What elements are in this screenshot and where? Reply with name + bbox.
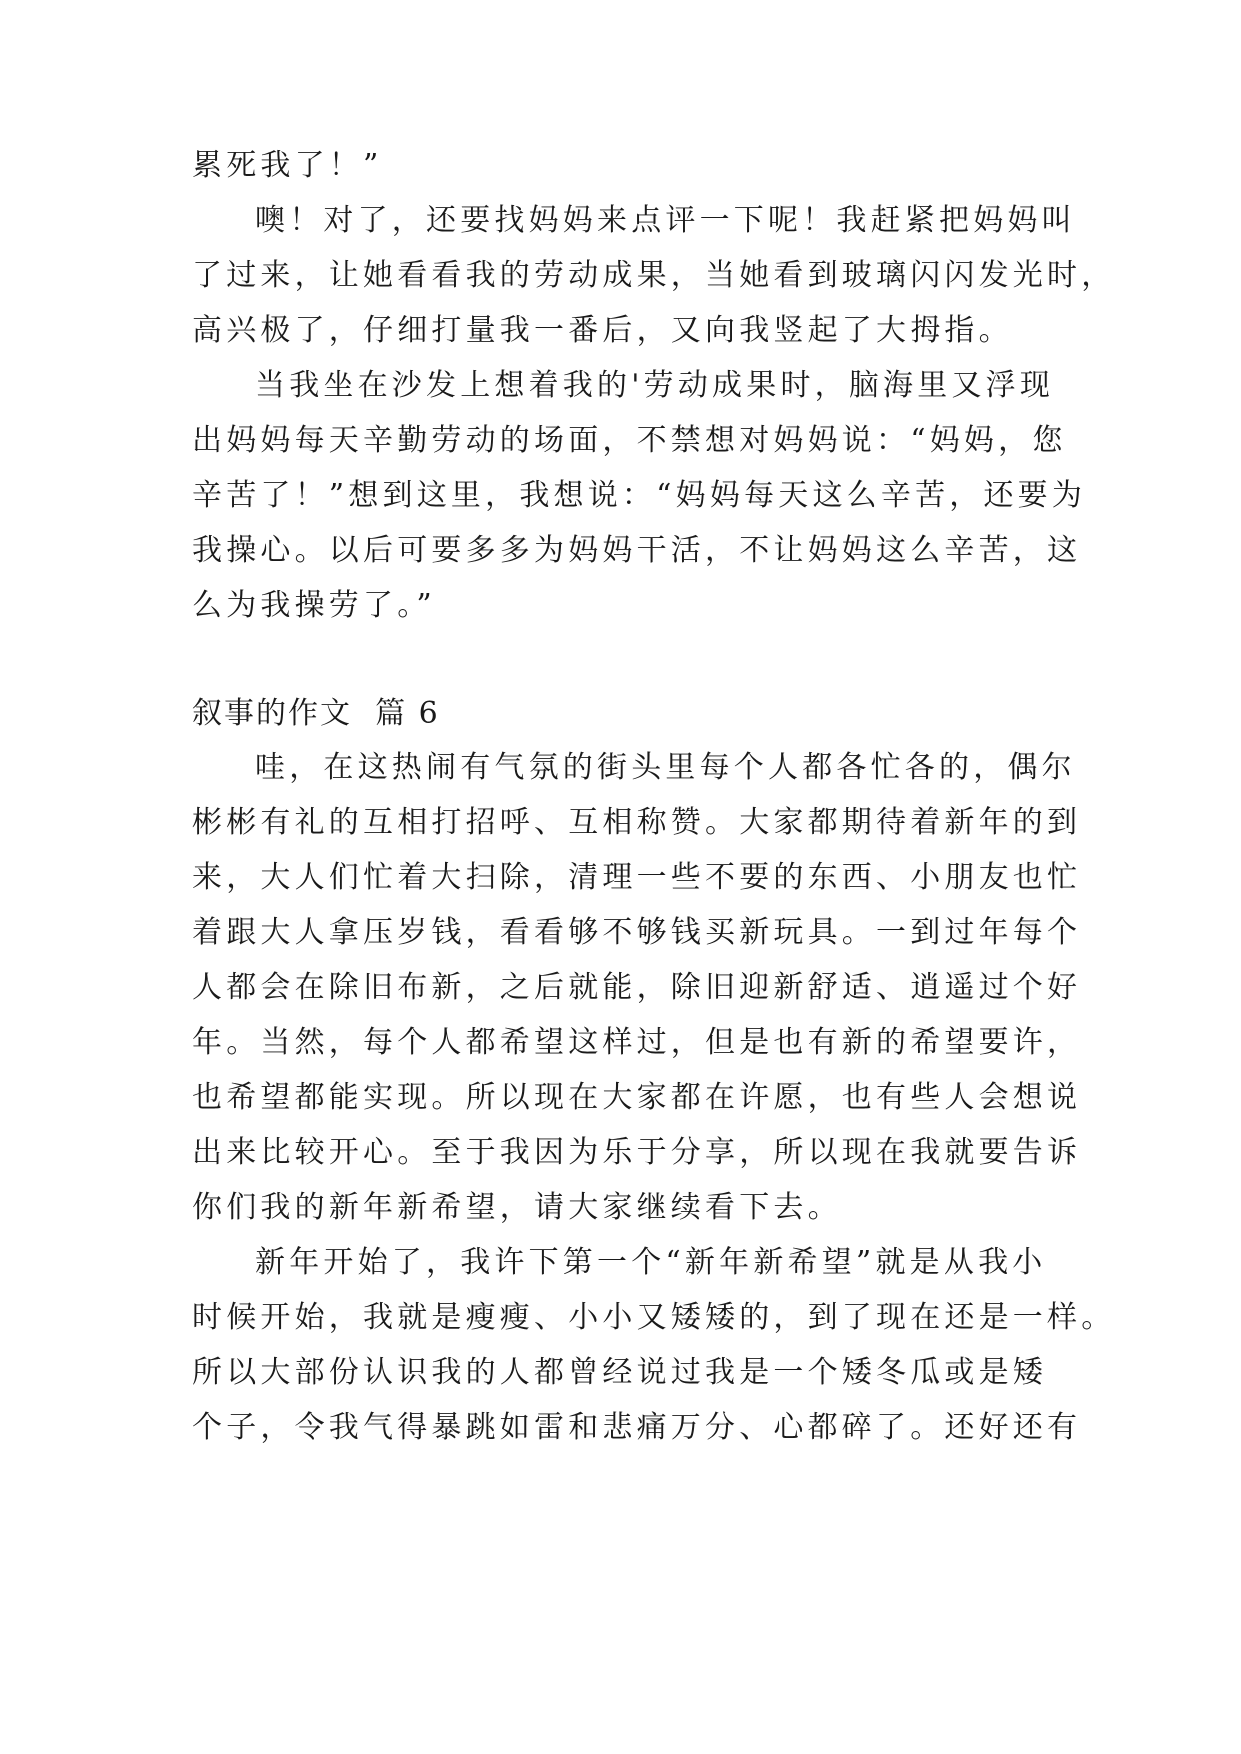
text-line: 所以大部份认识我的人都曾经说过我是一个矮冬瓜或是矮	[192, 1355, 1047, 1390]
text-line: 彬彬有礼的互相打招呼、互相称赞。大家都期待着新年的到	[192, 805, 1082, 840]
text-line: 个子，令我气得暴跳如雷和悲痛万分、心都碎了。还好还有	[192, 1410, 1082, 1445]
text-line: 出妈妈每天辛勤劳动的场面，不禁想对妈妈说：“妈妈，您	[192, 423, 1067, 458]
text-line: 高兴极了，仔细打量我一番后，又向我竖起了大拇指。	[192, 313, 1013, 348]
text-line: 当我坐在沙发上想着我的'劳动成果时，脑海里又浮现	[255, 368, 1055, 403]
text-line: 年。当然，每个人都希望这样过，但是也有新的希望要许，	[192, 1025, 1082, 1060]
text-line: 来，大人们忙着大扫除，清理一些不要的东西、小朋友也忙	[192, 860, 1082, 895]
text-line: 我操心。以后可要多多为妈妈干活，不让妈妈这么辛苦，这	[192, 533, 1082, 568]
section-heading: 叙事的作文 篇 6	[192, 696, 440, 731]
text-line: 出来比较开心。至于我因为乐于分享，所以现在我就要告诉	[192, 1135, 1082, 1170]
text-line: 时候开始，我就是瘦瘦、小小又矮矮的，到了现在还是一样。	[192, 1300, 1116, 1335]
text-line: 累死我了！”	[192, 148, 383, 183]
text-line: 人都会在除旧布新，之后就能，除旧迎新舒适、逍遥过个好	[192, 970, 1082, 1005]
text-line: 着跟大人拿压岁钱，看看够不够钱买新玩具。一到过年每个	[192, 915, 1082, 950]
text-line: 了过来，让她看看我的劳动成果，当她看到玻璃闪闪发光时，	[192, 258, 1116, 293]
text-line: 辛苦了！”想到这里，我想说：“妈妈每天这么辛苦，还要为	[192, 478, 1087, 513]
text-line: 也希望都能实现。所以现在大家都在许愿，也有些人会想说	[192, 1080, 1082, 1115]
text-line: 哇，在这热闹有气氛的街头里每个人都各忙各的，偶尔	[255, 750, 1076, 785]
text-line: 新年开始了，我许下第一个“新年新希望”就是从我小	[255, 1245, 1047, 1280]
text-line: 么为我操劳了。”	[192, 588, 436, 623]
text-line: 噢！对了，还要找妈妈来点评一下呢！我赶紧把妈妈叫	[255, 203, 1076, 238]
text-line: 你们我的新年新希望，请大家继续看下去。	[192, 1190, 842, 1225]
